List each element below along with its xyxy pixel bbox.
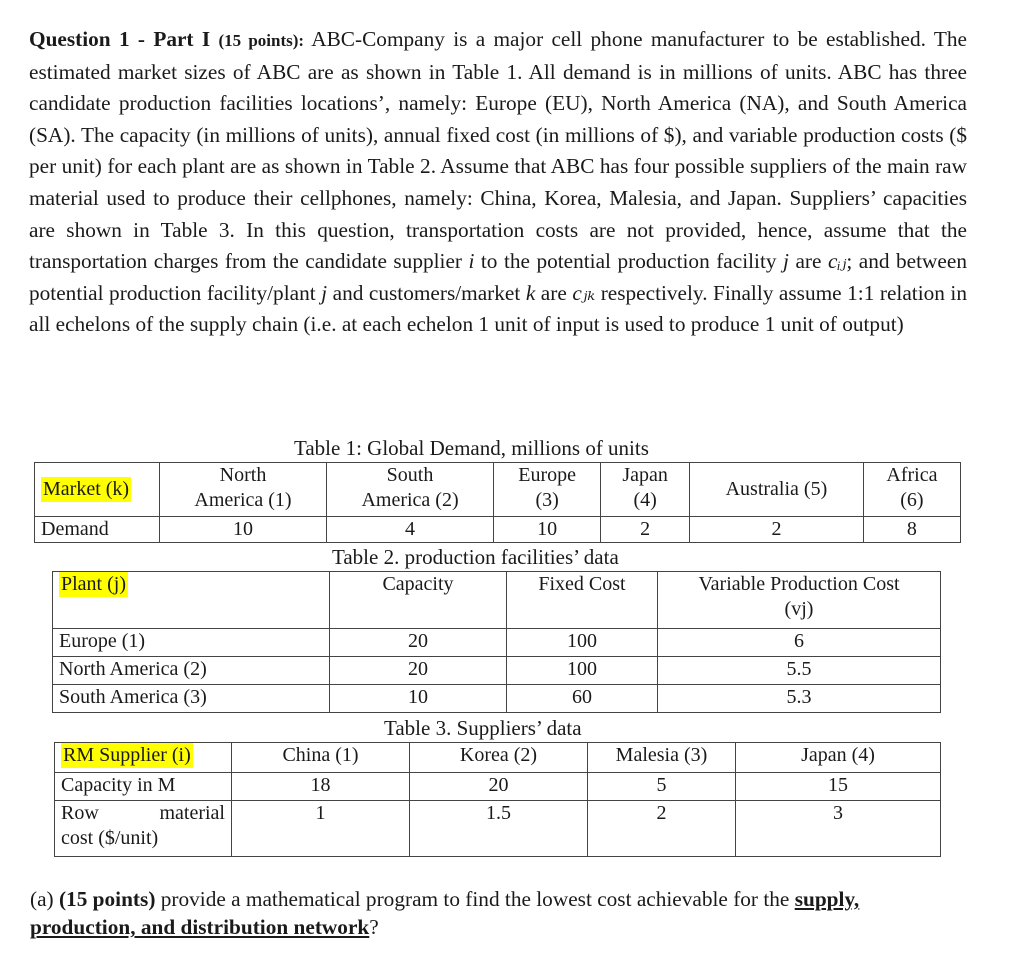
demand-value: 4 (327, 517, 494, 543)
capacity-label: Capacity in M (55, 773, 232, 801)
table1-header-row (35, 463, 961, 517)
demand-value: 10 (494, 517, 601, 543)
plant-row (53, 629, 941, 657)
plant-variable-cost: 6 (658, 629, 941, 657)
var-j: j (783, 249, 789, 274)
supplier-name: Malesia (3) (588, 743, 736, 773)
supplier-cost-row (55, 801, 941, 857)
demand-value: 10 (160, 517, 327, 543)
market-cell: Japan (4) (601, 463, 690, 517)
plant-name: North America (2) (53, 657, 330, 685)
supplier-name: China (1) (232, 743, 410, 773)
plant-fixed-cost: 60 (507, 685, 658, 713)
variable-cost-header: Variable Production Cost (vj) (658, 572, 941, 629)
market-cell: North America (1) (160, 463, 327, 517)
question-paragraph (29, 24, 967, 341)
question-text-6: are (535, 280, 573, 305)
plant-variable-cost: 5.5 (658, 657, 941, 685)
fixed-cost-header: Fixed Cost (507, 572, 658, 629)
supplier-label: RM Supplier (i) (63, 744, 191, 766)
demand-value: 2 (601, 517, 690, 543)
plant-fixed-cost: 100 (507, 657, 658, 685)
plant-capacity: 20 (330, 629, 507, 657)
table2-plants (52, 571, 941, 713)
part-a-emphasis: supply, production, and distribution network (30, 887, 860, 939)
table3-caption: Table 3. Suppliers’ data (384, 716, 582, 740)
table1-demand (34, 462, 961, 543)
supplier-cost: 3 (736, 801, 941, 857)
table1-header-cell (35, 463, 160, 517)
question-points: (15 points): (218, 31, 305, 50)
question-heading: Question 1 - Part I (29, 27, 211, 51)
supplier-name: Korea (2) (410, 743, 588, 773)
demand-value: 2 (690, 517, 864, 543)
var-j2: j (321, 280, 328, 305)
question-text-1: ABC-Company is a major cell phone manufacturer to be established. The estimated market sizes of ABC are as shown in Table 1. All demand is in millions of units. ABC has three candidate production facilities locations’, namely: Europe (EU), North America (NA), and South America (SA). The capacity (in millions of units), annual fixed cost (in millions of $), and variable production costs ($ per unit) for each plant are as shown in Table 2. Assume that ABC has four possible suppliers of the main raw material used to produce their cellphones, namely: China, Korea, Malesia, and Japan. Suppliers’ capacities are shown in Table 3. In this question, transportation costs are not provided, hence, assume that the transportation charges from the candidate supplier (29, 27, 967, 274)
table3-header-cell (55, 743, 232, 773)
supplier-capacity: 18 (232, 773, 410, 801)
table3-suppliers (54, 742, 941, 857)
supplier-capacity: 5 (588, 773, 736, 801)
table1-caption: Table 1: Global Demand, millions of units (294, 436, 649, 460)
question-text-7: respectively. Finally assume 1:1 relation in all echelons of the supply chain (i.e. at each echelon 1 unit of input is used to produce 1 unit of output) (29, 280, 967, 337)
market-cell: Australia (5) (690, 463, 864, 517)
supplier-name: Japan (4) (736, 743, 941, 773)
table2-header-cell (53, 572, 330, 629)
plant-name: Europe (1) (53, 629, 330, 657)
plant-capacity: 20 (330, 657, 507, 685)
var-k: k (525, 280, 536, 305)
supplier-cost: 2 (588, 801, 736, 857)
market-label: Market (k) (43, 478, 130, 500)
table3-header-row (55, 743, 941, 773)
part-a-text: provide a mathematical program to find the lowest cost achievable for the (155, 887, 795, 911)
supplier-capacity: 15 (736, 773, 941, 801)
supplier-capacity: 20 (410, 773, 588, 801)
part-a-question: (a) (15 points) provide a mathematical program to find the lowest cost achievable for the supply, production, and distribution network? (30, 887, 860, 939)
supplier-cost: 1 (232, 801, 410, 857)
cost-cij: cᵢⱼ (827, 249, 847, 274)
demand-label: Demand (35, 517, 160, 543)
capacity-header: Capacity (330, 572, 507, 629)
plant-label: Plant (j) (61, 573, 126, 595)
cost-label: Row material cost ($/unit) (55, 801, 232, 857)
question-text-5: and customers/market (327, 280, 526, 305)
plant-row (53, 657, 941, 685)
supplier-cost: 1.5 (410, 801, 588, 857)
plant-variable-cost: 5.3 (658, 685, 941, 713)
var-i: i (468, 249, 475, 274)
market-cell: Africa (6) (863, 463, 960, 517)
question-text-4: ; and between potential production facility/plant (29, 249, 967, 305)
cost-cjk: cⱼₖ (572, 280, 596, 305)
table2-caption: Table 2. production facilities’ data (332, 545, 619, 569)
table2-header-row (53, 572, 941, 629)
plant-row (53, 685, 941, 713)
table1-demand-row (35, 517, 961, 543)
plant-fixed-cost: 100 (507, 629, 658, 657)
demand-value: 8 (863, 517, 960, 543)
part-a-points: (15 points) (58, 887, 156, 911)
market-cell: South America (2) (327, 463, 494, 517)
question-text-2: to the potential production facility (474, 249, 784, 274)
market-cell: Europe (3) (494, 463, 601, 517)
supplier-capacity-row (55, 773, 941, 801)
plant-capacity: 10 (330, 685, 507, 713)
plant-name: South America (3) (53, 685, 330, 713)
question-text-3: are (788, 249, 828, 274)
